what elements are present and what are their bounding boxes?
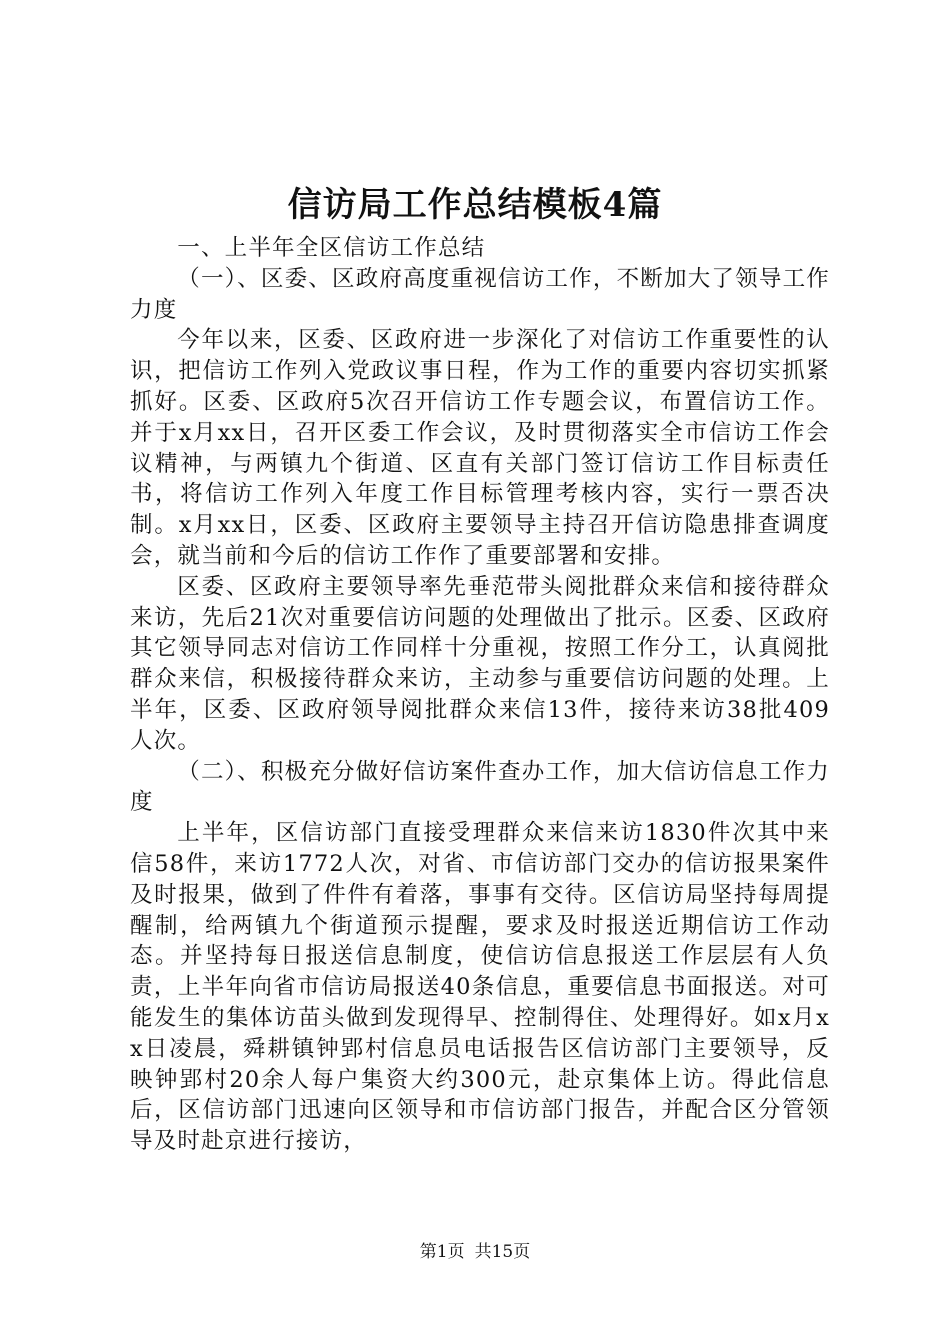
body-paragraph: 今年以来，区委、区政府进一步深化了对信访工作重要性的认识，把信访工作列入党政议事日程，作为工作的重要内容切实抓紧抓好。区委、区政府5次召开信访工作专题会议，布置信访工作。并于x月xx日，召开区委工作会议，及时贯彻落实全市信访工作会议精神，与两镇九个街道、区直有关部门签订信访工作目标责任书，将信访工作列入年度工作目标管理考核内容，实行一票否决制。x月xx日，区委、区政府主要领导主持召开信访隐患排查调度会，就当前和今后的信访工作作了重要部署和安排。 [130, 327, 830, 569]
body-paragraph: 区委、区政府主要领导率先垂范带头阅批群众来信和接待群众来访，先后21次对重要信访问题的处理做出了批示。区委、区政府其它领导同志对信访工作同样十分重视，按照工作分工，认真阅批群众来信，积极接待群众来访，主动参与重要信访问题的处理。上半年，区委、区政府领导阅批群众来信13件，接待来访38批409人次。 [130, 573, 830, 754]
document-title: 信访局工作总结模板4篇 [287, 185, 663, 225]
page-number: 第1页 [419, 1242, 465, 1262]
section-heading: 一、上半年全区信访工作总结 [177, 235, 486, 261]
subsection-heading: （一）、区委、区政府高度重视信访工作，不断加大了领导工作力度 [130, 265, 830, 323]
body-paragraph: 上半年，区信访部门直接受理群众来信来访1830件次其中来信58件，来访1772人次，对省、市信访部门交办的信访报果案件及时报果，做到了件件有着落，事事有交待。区信访局坚持每周提醒制，给两镇九个街道预示提醒，要求及时报送近期信访工作动态。并坚持每日报送信息制度，使信访信息报送工作层层有人负责，上半年向省市信访局报送40条信息，重要信息书面报送。对可能发生的集体访苗头做到发现得早、控制得住、处理得好。如x月xx日凌晨，舜耕镇钟郢村信息员电话报告区信访部门主要领导，反映钟郢村20余人每户集资大约300元，赴京集体上访。得此信息后，区信访部门迅速向区领导和市信访部门报告，并配合区分管领导及时赴京进行接访， [130, 820, 830, 1155]
page-footer [0, 1240, 950, 1264]
page-total: 共15页 [474, 1242, 531, 1262]
document-body [130, 233, 830, 1157]
subsection-heading: （二）、积极充分做好信访案件查办工作，加大信访信息工作力度 [130, 758, 830, 816]
